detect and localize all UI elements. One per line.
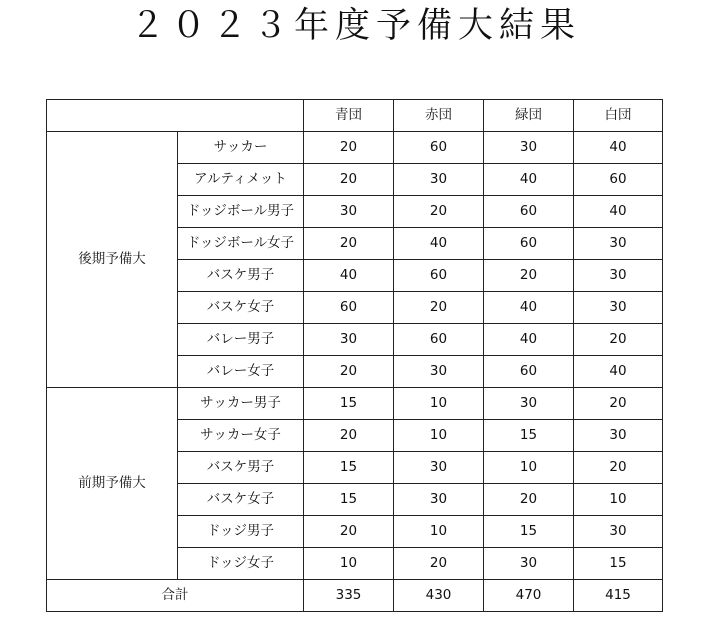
score-cell-blue: 30 bbox=[304, 196, 394, 228]
score-cell-red: 40 bbox=[394, 228, 484, 260]
score-cell-blue: 30 bbox=[304, 324, 394, 356]
event-name: アルティメット bbox=[178, 164, 304, 196]
score-cell-red: 30 bbox=[394, 164, 484, 196]
score-cell-red: 30 bbox=[394, 356, 484, 388]
score-cell-blue: 10 bbox=[304, 548, 394, 580]
score-cell-blue: 20 bbox=[304, 516, 394, 548]
score-cell-green: 30 bbox=[484, 388, 574, 420]
score-cell-white: 30 bbox=[574, 260, 663, 292]
score-cell-white: 20 bbox=[574, 452, 663, 484]
score-cell-white: 10 bbox=[574, 484, 663, 516]
event-name: ドッジ男子 bbox=[178, 516, 304, 548]
total-cell-red: 430 bbox=[394, 580, 484, 612]
score-cell-green: 30 bbox=[484, 132, 574, 164]
team-header-white: 白団 bbox=[574, 100, 663, 132]
score-cell-red: 20 bbox=[394, 548, 484, 580]
results-table bbox=[46, 99, 663, 612]
score-cell-green: 60 bbox=[484, 356, 574, 388]
table-row bbox=[47, 388, 663, 420]
score-cell-white: 30 bbox=[574, 228, 663, 260]
total-row bbox=[47, 580, 663, 612]
score-cell-red: 10 bbox=[394, 388, 484, 420]
score-cell-blue: 15 bbox=[304, 388, 394, 420]
total-label: 合計 bbox=[47, 580, 304, 612]
team-header-blue: 青団 bbox=[304, 100, 394, 132]
event-name: ドッジボール男子 bbox=[178, 196, 304, 228]
score-cell-blue: 20 bbox=[304, 356, 394, 388]
header-blank-cell bbox=[47, 100, 304, 132]
score-cell-red: 10 bbox=[394, 420, 484, 452]
score-cell-red: 10 bbox=[394, 516, 484, 548]
score-cell-white: 60 bbox=[574, 164, 663, 196]
event-name: サッカー女子 bbox=[178, 420, 304, 452]
results-table-body bbox=[47, 100, 663, 612]
score-cell-blue: 20 bbox=[304, 420, 394, 452]
score-cell-white: 20 bbox=[574, 324, 663, 356]
event-name: サッカー男子 bbox=[178, 388, 304, 420]
header-row bbox=[47, 100, 663, 132]
team-header-green: 緑団 bbox=[484, 100, 574, 132]
event-name: バスケ男子 bbox=[178, 260, 304, 292]
score-cell-white: 30 bbox=[574, 292, 663, 324]
score-cell-white: 20 bbox=[574, 388, 663, 420]
score-cell-blue: 15 bbox=[304, 484, 394, 516]
score-cell-green: 60 bbox=[484, 228, 574, 260]
group-label: 前期予備大 bbox=[47, 388, 178, 580]
score-cell-blue: 15 bbox=[304, 452, 394, 484]
score-cell-green: 30 bbox=[484, 548, 574, 580]
score-cell-green: 10 bbox=[484, 452, 574, 484]
score-cell-blue: 20 bbox=[304, 132, 394, 164]
team-header-red: 赤団 bbox=[394, 100, 484, 132]
score-cell-blue: 60 bbox=[304, 292, 394, 324]
score-cell-green: 15 bbox=[484, 516, 574, 548]
score-cell-blue: 40 bbox=[304, 260, 394, 292]
score-cell-white: 40 bbox=[574, 356, 663, 388]
score-cell-green: 40 bbox=[484, 164, 574, 196]
table-row bbox=[47, 132, 663, 164]
score-cell-white: 40 bbox=[574, 196, 663, 228]
score-cell-red: 30 bbox=[394, 452, 484, 484]
event-name: バスケ男子 bbox=[178, 452, 304, 484]
score-cell-green: 20 bbox=[484, 484, 574, 516]
total-cell-green: 470 bbox=[484, 580, 574, 612]
score-cell-white: 30 bbox=[574, 420, 663, 452]
score-cell-red: 20 bbox=[394, 292, 484, 324]
score-cell-white: 15 bbox=[574, 548, 663, 580]
group-label: 後期予備大 bbox=[47, 132, 178, 388]
score-cell-green: 60 bbox=[484, 196, 574, 228]
score-cell-red: 60 bbox=[394, 324, 484, 356]
event-name: サッカー bbox=[178, 132, 304, 164]
event-name: バレー男子 bbox=[178, 324, 304, 356]
total-cell-blue: 335 bbox=[304, 580, 394, 612]
event-name: ドッジ女子 bbox=[178, 548, 304, 580]
event-name: バレー女子 bbox=[178, 356, 304, 388]
score-cell-red: 20 bbox=[394, 196, 484, 228]
score-cell-blue: 20 bbox=[304, 164, 394, 196]
event-name: バスケ女子 bbox=[178, 484, 304, 516]
score-cell-red: 60 bbox=[394, 260, 484, 292]
score-cell-blue: 20 bbox=[304, 228, 394, 260]
score-cell-white: 30 bbox=[574, 516, 663, 548]
page-title: ２０２３年度予備大結果 bbox=[130, 6, 582, 46]
score-cell-green: 40 bbox=[484, 324, 574, 356]
total-cell-white: 415 bbox=[574, 580, 663, 612]
score-cell-red: 30 bbox=[394, 484, 484, 516]
score-cell-green: 20 bbox=[484, 260, 574, 292]
score-cell-green: 15 bbox=[484, 420, 574, 452]
event-name: ドッジボール女子 bbox=[178, 228, 304, 260]
event-name: バスケ女子 bbox=[178, 292, 304, 324]
score-cell-white: 40 bbox=[574, 132, 663, 164]
score-cell-red: 60 bbox=[394, 132, 484, 164]
score-cell-green: 40 bbox=[484, 292, 574, 324]
